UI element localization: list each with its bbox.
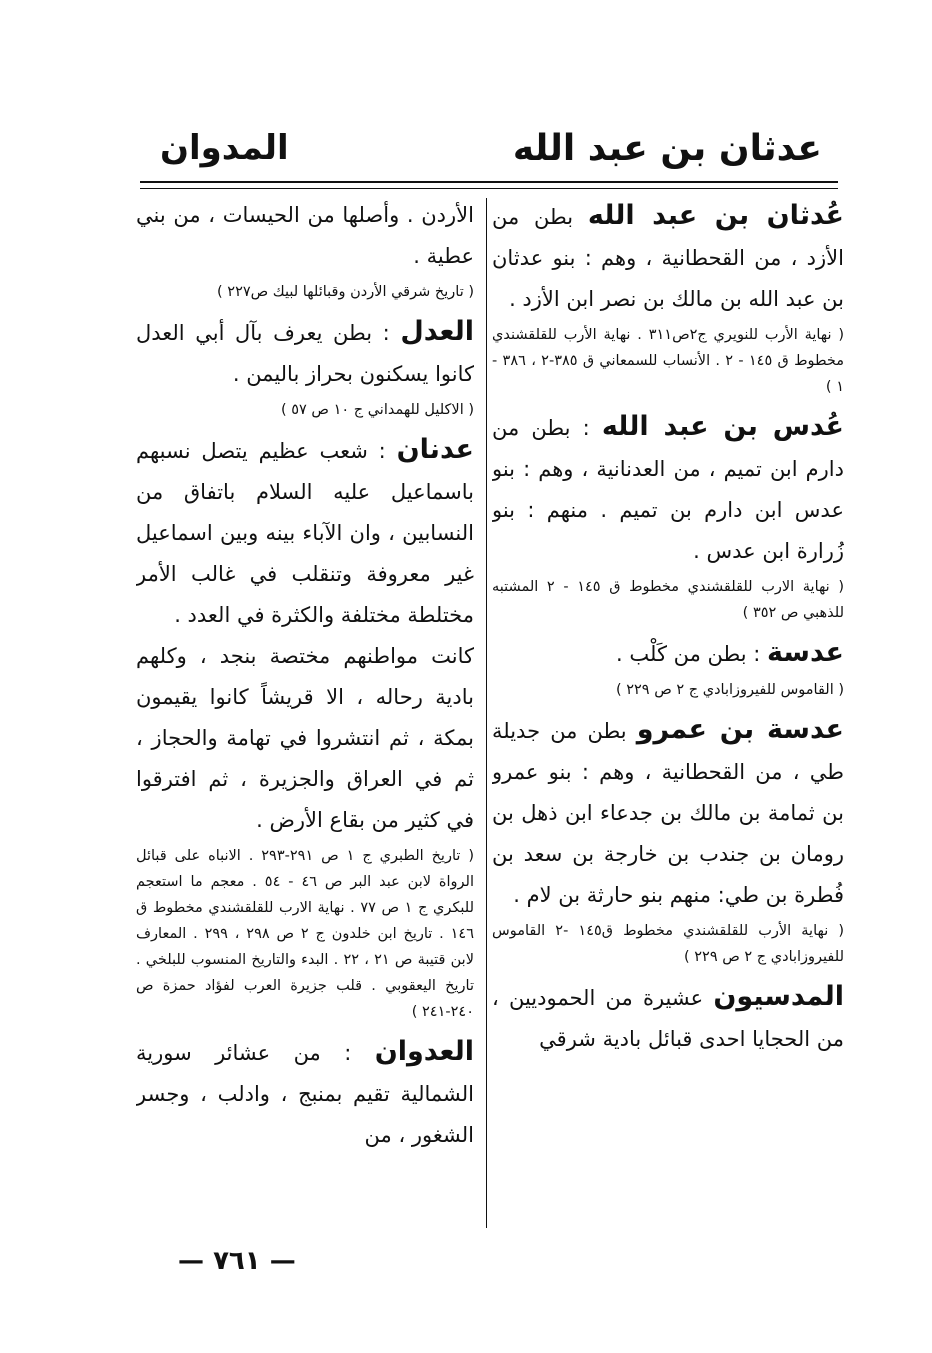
entry-headword: المدسيون (713, 981, 844, 1012)
entry-headword: عدنان (396, 434, 474, 465)
entry-text: بطن من جديلة طي ، من القحطانية ، وهم : بنو عمرو بن ثمامة بن مالك بن جدعاء ابن ذهل بن رومان بن جندب بن خارجة بن سعد بن فُطرة بن طي: منهم بنو حارثة بن لام . (492, 719, 844, 907)
entry-text: : من عشائر سورية الشمالية تقيم بمنبج ، وادلب ، وجسر الشغور ، من (136, 1041, 474, 1147)
entry-text: الأردن . وأصلها من الحيسات ، من بني عطية . (136, 203, 474, 268)
entry-reference: ( القاموس للفيروزابادي ج ٢ ص ٢٢٩ ) (615, 682, 844, 698)
entry-headword: عُدس بن عبد الله (601, 411, 844, 442)
column-divider (486, 198, 487, 1228)
entry-text: عشيرة من الحموديين ، من الحجايا احدى قبائل بادية شرقي (492, 986, 844, 1051)
entry-text: : بطن من كَلْب . (616, 642, 761, 666)
entry-headword: العدوان (374, 1036, 474, 1067)
entry-text: : شعب عظيم يتصل نسبهم باسماعيل عليه السلام باتفاق من النسابين ، وان الآباء بينه وبين اسماعيل غير معروفة وتنقلب في غالب الأمر مختلطة مختلفة والكثرة في العدد . (136, 439, 474, 627)
entry-adnan-homelands (136, 636, 474, 1025)
entry-reference: ( تاريخ شرقي الأردن وقبائلها لبيك ص٢٢٧ ) (217, 284, 474, 300)
header-rule-bottom (140, 188, 838, 189)
left-column (136, 195, 474, 1235)
entry-headword: العدل (400, 316, 474, 347)
entry-headword: عُدثان بن عبد الله (587, 200, 844, 231)
entry-reference: ( الاكليل للهمداني ج ١٠ ص ٥٧ ) (280, 402, 474, 418)
entry-adthan (492, 195, 844, 400)
entry-adl (136, 311, 474, 423)
right-column (492, 195, 844, 1235)
entry-adas (492, 406, 844, 626)
entry-headword: عدسة بن عمرو (636, 714, 844, 745)
entry-adasa-ibn-amr (492, 709, 844, 970)
header-rule-top (140, 181, 838, 183)
entry-text: : بطن من دارم ابن تميم ، من العدنانية ، وهم : بنو عدس ابن دارم بن تميم . منهم : بنو زُرارة ابن عدس . (492, 416, 844, 563)
entry-reference: ( نهاية الأرب للنويري ج٢ص٣١١ . نهاية الأرب للقلقشندي مخطوط ق ١٤٥ - ٢ . الأنساب للسمعاني ق ٣٨٥-٢ ، ٣٨٦ - ١ ) (492, 327, 844, 395)
running-header-left: المدوان (160, 128, 289, 168)
entry-adasa (492, 632, 844, 703)
entry-adwan (136, 1031, 474, 1156)
entry-reference: ( نهاية الارب للقلقشندي مخطوط ق ١٤٥ - ٢ المشتبه للذهبي ص ٣٥٢ ) (492, 579, 844, 621)
entry-continuation (136, 195, 474, 305)
entry-reference: ( نهاية الأرب للقلقشندي مخطوط ق١٤٥ -٢ القاموس للفيروزابادي ج ٢ ص ٢٢٩ ) (492, 923, 844, 965)
entry-adnan (136, 429, 474, 636)
entry-reference: ( تاريخ الطبري ج ١ ص ٢٩١-٢٩٣ . الانباه على قبائل الرواة لابن عبد البر ص ٤٦ - ٥٤ . معجم ما استعجم للبكري ج ١ ص ٧٧ . نهاية الارب للقلقشندي مخطوط ق ١٤٦ . تاريخ ابن خلدون ج ٢ ص ٢٩٨ ، ٢٩٩ . المعارف لابن قتيبة ص ٢١ ، ٢٢ . البدء والتاريخ المنسوب للبلخي . تاريخ اليعقوبي . قلب جزيرة العرب لفؤاد حمزة ص ٢٤٠-٢٤١ ) (136, 848, 474, 1020)
entry-text: بطن من الأزد ، من القحطانية ، وهم : بنو عدثان بن عبد الله بن مالك بن نصر ابن الأزد . (492, 205, 844, 311)
entry-text: : بطن يعرف بآل أبي العدل كانوا يسكنون بحراز باليمن . (136, 321, 474, 386)
entry-text: كانت مواطنهم مختصة بنجد ، وكلهم بادية رحاله ، الا قريشاً كانوا يقيمون بمكة ، ثم انتشروا في تهامة والحجاز ، ثم في العراق والجزيرة ، ثم افترقوا في كثير من بقاع الأرض . (136, 644, 474, 832)
entry-adasiyun (492, 976, 844, 1060)
running-header-right: عدثان بن عبد الله (512, 128, 822, 169)
entry-headword: عدسة (767, 637, 844, 668)
page-number: — ٧٦١ — (178, 1246, 296, 1276)
